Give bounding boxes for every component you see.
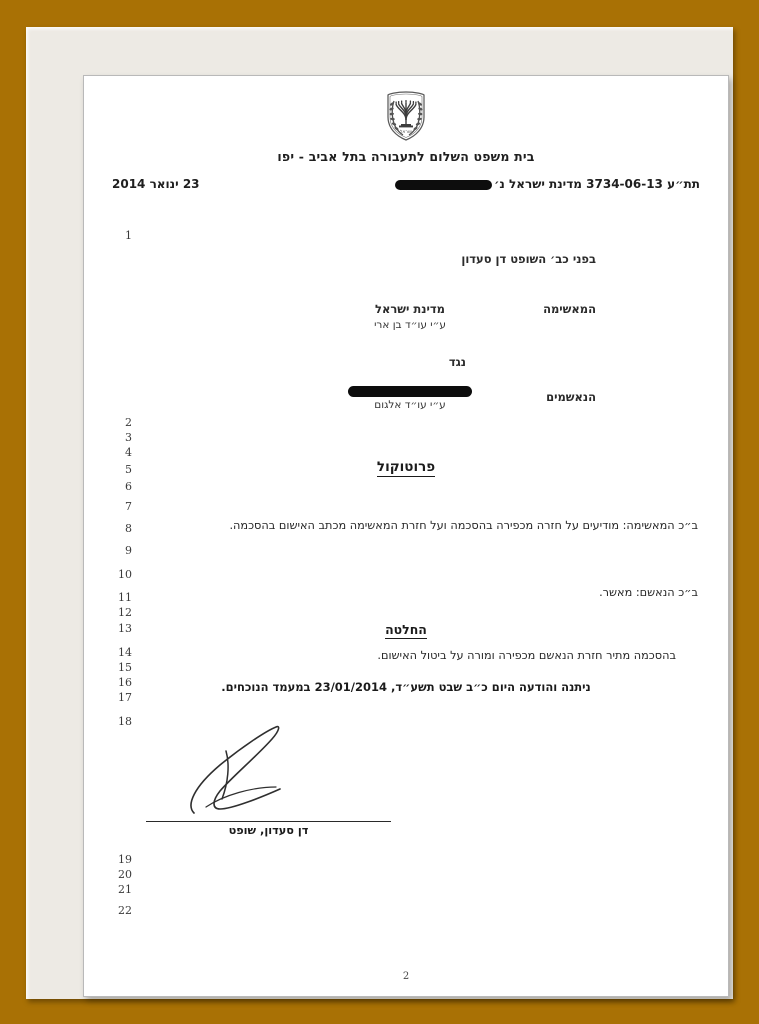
line-number: 11 xyxy=(118,591,132,604)
line-number: 19 xyxy=(118,853,132,866)
line-number: 22 xyxy=(118,904,132,917)
line-number: 1 xyxy=(125,229,132,242)
line-number: 18 xyxy=(118,715,132,728)
line-number: 4 xyxy=(125,446,132,459)
signature-rule xyxy=(146,821,391,822)
line-number: 17 xyxy=(118,691,132,704)
case-number: 3734-06-13 xyxy=(586,177,663,191)
page-number: 2 xyxy=(402,971,410,982)
frame-mat xyxy=(26,27,733,999)
defendant-representative: ע״י עו״ד אלגום xyxy=(374,399,446,411)
case-prefix: תת״ע xyxy=(667,177,700,191)
line-number: 3 xyxy=(125,431,132,444)
court-protocol-document xyxy=(84,76,728,996)
defense-statement-text: ב״כ הנאשם: מאשר. xyxy=(599,586,698,599)
line-number: 2 xyxy=(125,416,132,429)
redaction-bar-defendant-name xyxy=(348,386,472,397)
line-number: 9 xyxy=(125,544,132,557)
given-and-announced-line xyxy=(114,680,698,694)
accuser-representative: ע״י עו״ד בן ארי xyxy=(374,319,446,331)
defendants-label: הנאשמים xyxy=(546,390,596,404)
line-number: 5 xyxy=(125,463,132,476)
redaction-bar-case-party xyxy=(395,180,492,190)
line-number: 12 xyxy=(118,606,132,619)
accuser-name: מדינת ישראל xyxy=(375,302,445,316)
svg-text:ישראל: ישראל xyxy=(399,130,413,135)
line-number: 20 xyxy=(118,868,132,881)
versus-label: נגד xyxy=(448,355,466,369)
line-number: 21 xyxy=(118,883,132,896)
line-number: 10 xyxy=(118,568,132,581)
accuser-label: המאשימה xyxy=(543,302,596,316)
line-number: 14 xyxy=(118,646,132,659)
judge-line: בפני כב׳ השופט דן סעדון xyxy=(461,252,596,266)
line-number: 13 xyxy=(118,622,132,635)
given-date: 23/01/2014 xyxy=(314,680,388,694)
protocol-body-text: ב״כ המאשימה: מודיעים על חזרה מכפירה בהסכמה ועל חזרת המאשימה מכתב האישום בהסכמה. xyxy=(229,519,698,532)
case-parties: מדינת ישראל נ׳ xyxy=(494,177,582,191)
protocol-heading xyxy=(84,459,728,475)
decision-body-text: בהסכמה מתיר חזרת הנאשם מכפירה ומורה על ביטול האישום. xyxy=(377,649,676,662)
court-title: בית משפט השלום לתעבורה בתל אביב - יפו xyxy=(277,149,535,164)
document-date: 23 ינואר 2014 xyxy=(112,177,200,191)
signature-name: דן סעדון, שופט xyxy=(228,824,309,837)
judge-signature-icon xyxy=(176,721,346,821)
protocol-heading-text: פרוטוקול xyxy=(376,459,436,475)
document-page xyxy=(83,75,729,997)
line-number: 15 xyxy=(118,661,132,674)
case-number-line xyxy=(393,177,700,191)
given-prefix: ניתנה והודעה היום כ״ב שבט תשע״ד, xyxy=(391,680,591,694)
line-number: 8 xyxy=(125,522,132,535)
given-suffix: במעמד הנוכחים. xyxy=(221,680,311,694)
defendant-block xyxy=(330,386,490,411)
line-number: 6 xyxy=(125,480,132,493)
israel-state-emblem-icon xyxy=(385,91,427,141)
line-number: 16 xyxy=(118,676,132,689)
decision-heading xyxy=(84,622,728,637)
line-number-gutter xyxy=(106,76,132,996)
decision-heading-text: החלטה xyxy=(385,622,427,637)
line-number: 7 xyxy=(125,500,132,513)
